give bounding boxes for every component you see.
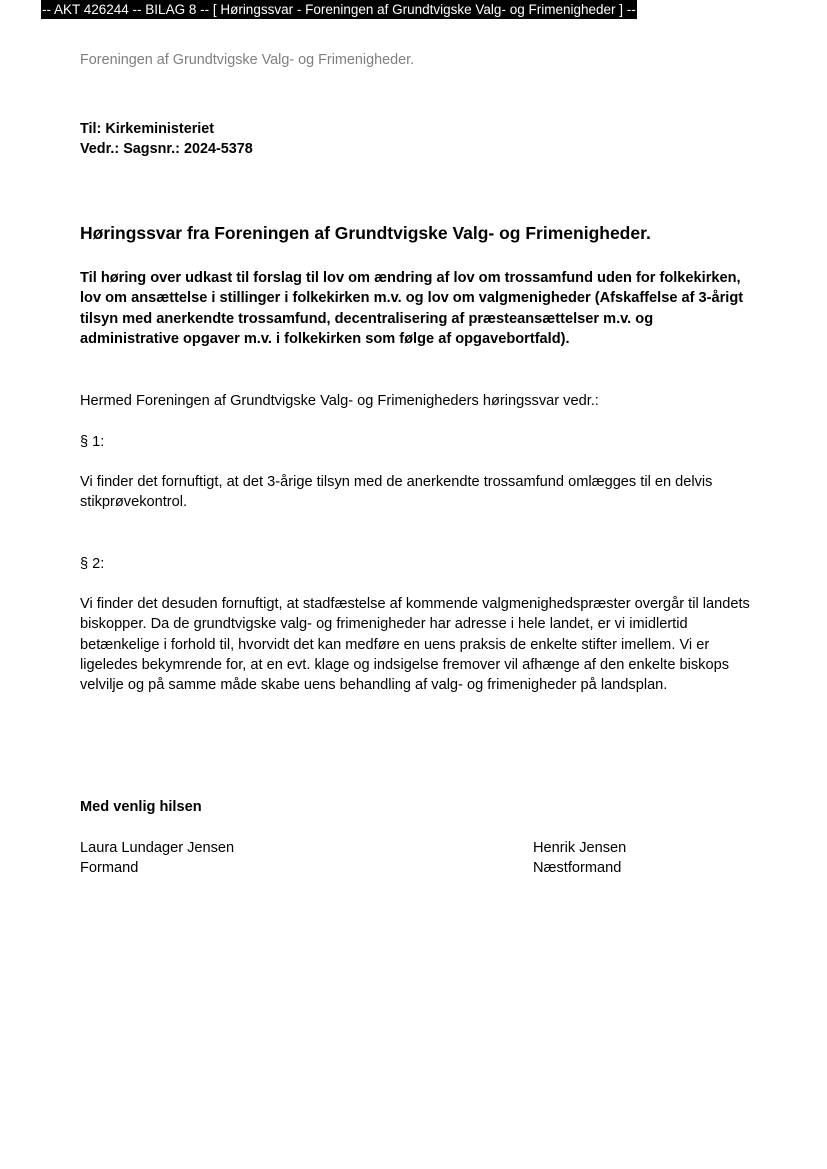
section-2-text: Vi finder det desuden fornuftigt, at stadfæstelse af kommende valgmenighedspræster overgår til landets biskopper. Da de grundtvigske valg- og frimenigheder har adresse i hele landet, er vi imidlertid betænkelige i forhold til, hvorvidt det kan medføre en uens praksis de enkelte stifter imellem. Vi er ligeledes bekymrende for, at en evt. klage og indsigelse fremover vil afhænge af den enkelte biskops velvilje og på samme måde skabe uens behandling af valg- og frimenigheder på landsplan. (80, 596, 750, 694)
signatory-vice-chair (533, 838, 626, 879)
section-1-heading: § 1: (80, 434, 105, 450)
case-reference: Vedr.: Sagsnr.: 2024-5378 (80, 141, 253, 158)
closing-salutation: Med venlig hilsen (80, 799, 202, 815)
signatory-name: Laura Lundager Jensen (80, 840, 235, 856)
intro-paragraph: Hermed Foreningen af Grundtvigske Valg- og Frimenigheders høringssvar vedr.: (80, 393, 599, 409)
organization-header: Foreningen af Grundtvigske Valg- og Frimenigheder. (80, 52, 415, 68)
signatory-chair (80, 838, 234, 879)
section-2-heading: § 2: (80, 556, 105, 572)
signatory-name: Henrik Jensen (533, 840, 627, 856)
lead-paragraph: Til høring over udkast til forslag til lov om ændring af lov om trossamfund uden for folkekirken, lov om ansættelse i stillinger i folkekirken m.v. og lov om valgmenigheder (Afskaffelse af 3-årigt tilsyn med anerkendte trossamfund, decentralisering af præsteansættelser m.v. og administrative opgaver m.v. i folkekirken som følge af opgavebortfald). (80, 270, 744, 347)
recipient-to: Til: Kirkeministeriet (80, 121, 215, 137)
signatory-role: Formand (80, 860, 139, 877)
document-title: Høringssvar fra Foreningen af Grundtvigske Valg- og Frimenigheder. (80, 223, 651, 243)
signatory-role: Næstformand (533, 860, 622, 877)
document-stamp: -- AKT 426244 -- BILAG 8 -- [ Høringssvar - Foreningen af Grundtvigske Valg- og Frimenigheder ] -- (42, 2, 636, 17)
recipient-block (80, 119, 253, 160)
section-1-text: Vi finder det fornuftigt, at det 3-årige tilsyn med de anerkendte trossamfund omlægges til en delvis stikprøvekontrol. (80, 474, 713, 511)
